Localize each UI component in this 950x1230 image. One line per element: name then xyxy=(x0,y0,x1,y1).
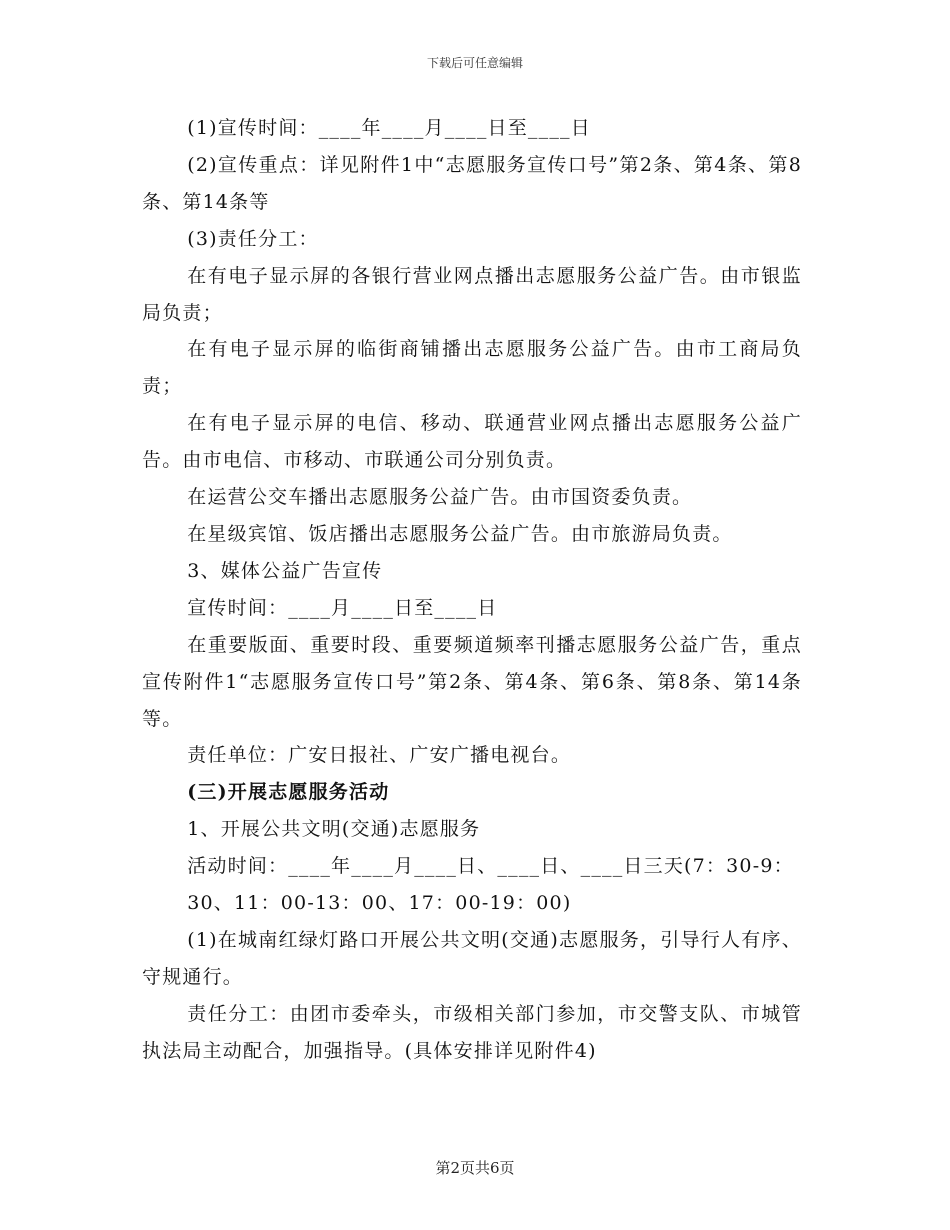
paragraph: 在有电子显示屏的电信、移动、联通营业网点播出志愿服务公益广告。由市电信、市移动、市联通公司分别负责。 xyxy=(142,412,802,472)
paragraph: (3)责任分工： xyxy=(187,227,319,250)
paragraph: 宣传时间：____月____日至____日 xyxy=(187,596,498,619)
document-body xyxy=(142,110,802,1070)
paragraph: 活动时间：____年____月____日、____日、____日三天(7：30-9： xyxy=(187,855,794,878)
paragraph: 在重要版面、重要时段、重要频道频率刊播志愿服务公益广告，重点宣传附件1“志愿服务宣传口号”第2条、第4条、第6条、第8条、第14条等。 xyxy=(142,633,802,730)
paragraph: (1)在城南红绿灯路口开展公共文明(交通)志愿服务，引导行人有序、守规通行。 xyxy=(142,928,802,988)
paragraph: 责任分工：由团市委牵头，市级相关部门参加，市交警支队、市城管执法局主动配合，加强指导。(具体安排详见附件4) xyxy=(142,1002,802,1062)
paragraph: 30、11：00-13：00、17：00-19：00) xyxy=(187,892,572,915)
paragraph: 在星级宾馆、饭店播出志愿服务公益广告。由市旅游局负责。 xyxy=(187,522,733,545)
paragraph: 3、媒体公益广告宣传 xyxy=(187,559,383,582)
paragraph: 在有电子显示屏的各银行营业网点播出志愿服务公益广告。由市银监局负责； xyxy=(142,264,802,324)
paragraph: 在运营公交车播出志愿服务公益广告。由市国资委负责。 xyxy=(187,486,693,509)
paragraph: (1)宣传时间：____年____月____日至____日 xyxy=(187,117,591,139)
page-footer: 第2页共6页 xyxy=(435,1159,515,1177)
section-heading: (三)开展志愿服务活动 xyxy=(187,781,390,804)
paragraph: 1、开展公共文明(交通)志愿服务 xyxy=(187,818,481,841)
paragraph: 责任单位：广安日报社、广安广播电视台。 xyxy=(187,744,572,767)
paragraph: (2)宣传重点：详见附件1中“志愿服务宣传口号”第2条、第4条、第8条、第14条等 xyxy=(142,153,802,213)
paragraph: 在有电子显示屏的临街商铺播出志愿服务公益广告。由市工商局负责； xyxy=(142,338,802,398)
page-header: 下载后可任意编辑 xyxy=(426,56,523,70)
